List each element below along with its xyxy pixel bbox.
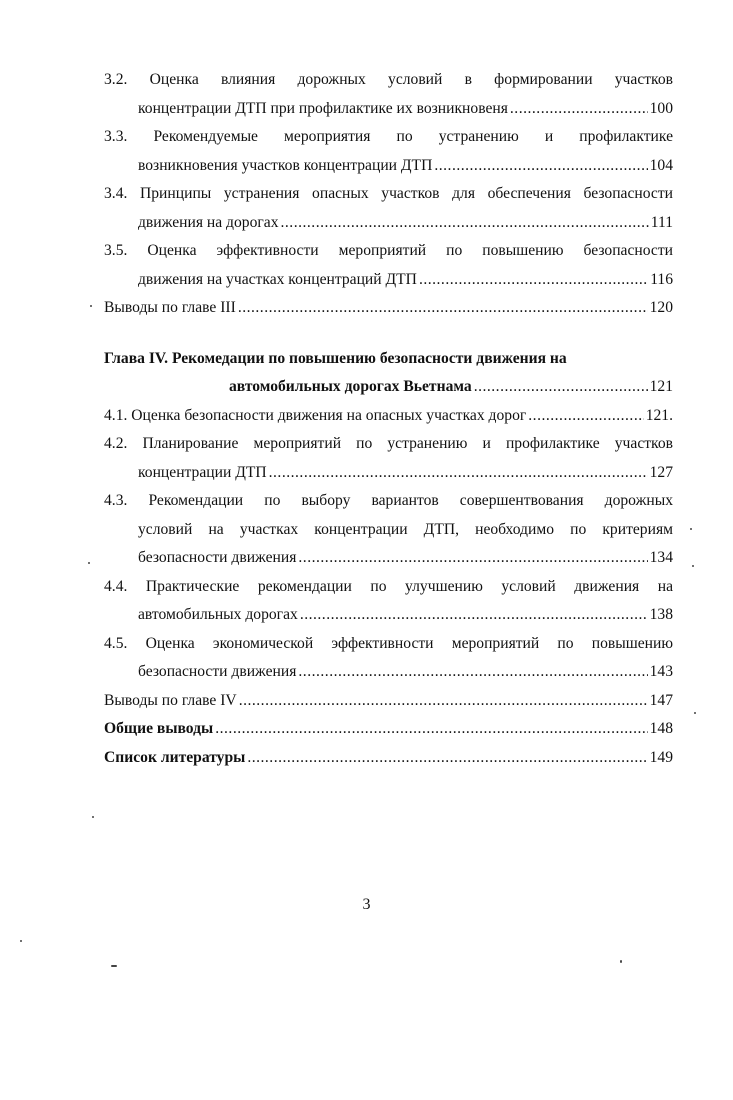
toc-entry-general-conclusions [104, 715, 673, 744]
toc-page-number: 138 [649, 606, 673, 623]
toc-page-number: 116 [650, 270, 673, 288]
toc-entry-4-5 [104, 630, 673, 687]
toc-entry-text: Список литературы [104, 748, 246, 766]
toc-entry-text: автомобильных дорогах [138, 606, 298, 623]
scan-speck [692, 565, 694, 567]
toc-page-number: 127 [649, 463, 673, 481]
scan-speck [111, 965, 117, 967]
toc-entry-text: безопасности движения [138, 549, 297, 566]
dot-leader [434, 152, 647, 181]
dot-leader [238, 294, 648, 323]
toc-entry-text: безопасности движения [138, 663, 297, 680]
dot-leader [247, 744, 647, 773]
toc-entry-text: Выводы по главе IV [104, 691, 237, 709]
scan-speck [92, 816, 94, 818]
toc-entry-text: концентрации ДТП [138, 463, 267, 481]
toc-chapter-4-heading [104, 345, 673, 402]
toc-entry-text: 4.3. Рекомендации по выбору вариантов совершентвования дорожных [104, 492, 673, 509]
toc-entry-text: движения на дорогах [138, 213, 279, 231]
toc-entry-text: 4.5. Оценка экономической эффективности мероприятий по повышению [104, 634, 673, 652]
scan-speck [694, 712, 696, 714]
table-of-contents [104, 66, 673, 772]
toc-entry-text: 3.3. Рекомендуемые мероприятия по устранению и профилактике [104, 128, 673, 145]
toc-entry-references [104, 744, 673, 773]
toc-entry-text: 4.2. Планирование мероприятий по устранению и профилактике участков [104, 435, 673, 452]
toc-entry-3-5 [104, 237, 673, 294]
scan-speck [88, 562, 90, 564]
toc-page-number: 111 [650, 213, 673, 231]
scan-speck [20, 940, 22, 942]
toc-page-number: 134 [649, 549, 673, 566]
toc-entry-4-2 [104, 430, 673, 487]
toc-entry-text: Выводы по главе III [104, 299, 236, 316]
dot-leader [419, 266, 648, 295]
toc-entry-3-4 [104, 180, 673, 237]
dot-leader [298, 544, 647, 573]
toc-entry-text: условий на участках концентрации ДТП, необходимо по критериям [138, 520, 673, 538]
toc-page-number: 121. [645, 406, 673, 424]
toc-entry-text: движения на участках концентраций ДТП [138, 270, 417, 288]
page-number: 3 [362, 896, 371, 913]
toc-page-number: 149 [649, 748, 673, 766]
toc-entry-text: концентрации ДТП при профилактике их возникновеня [138, 99, 508, 117]
toc-page-number: 148 [649, 720, 673, 737]
dot-leader [239, 687, 648, 716]
toc-page-number: 147 [649, 691, 673, 709]
toc-page-number: 143 [649, 663, 673, 680]
toc-entry-text: 3.4. Принципы устранения опасных участков для обеспечения безопасности [104, 185, 673, 202]
toc-entry-text: 4.4. Практические рекомендации по улучшению условий движения на [104, 577, 673, 595]
toc-entry-text: 3.5. Оценка эффективности мероприятий по повышению безопасности [104, 242, 673, 259]
toc-page-number: 120 [649, 299, 673, 316]
dot-leader [281, 209, 649, 238]
toc-page-number: 121 [649, 378, 673, 395]
dot-leader [300, 601, 648, 630]
toc-entry-4-4 [104, 573, 673, 630]
toc-entry-text: возникновения участков концентрации ДТП [138, 156, 433, 174]
chapter-title: автомобильных дорогах Вьетнама [229, 378, 472, 395]
toc-page-number: 100 [649, 99, 673, 117]
toc-entry-4-3 [104, 487, 673, 573]
toc-entry-4-1 [104, 402, 673, 431]
chapter-title: Глава IV. Рекомедации по повышению безопасности движения на [104, 349, 567, 367]
dot-leader [215, 715, 647, 744]
toc-entry-3-2 [104, 66, 673, 123]
dot-leader [298, 658, 647, 687]
dot-leader [269, 459, 648, 488]
scan-speck [90, 305, 92, 307]
toc-page-number: 104 [649, 156, 673, 174]
dot-leader [474, 373, 648, 402]
dot-leader [510, 95, 648, 124]
toc-entry-3-3 [104, 123, 673, 180]
toc-entry-conclusions-4 [104, 687, 673, 716]
toc-entry-text: 4.1. Оценка безопасности движения на опасных участках дорог [104, 406, 527, 424]
scan-speck [690, 528, 692, 530]
toc-entry-text: Общие выводы [104, 720, 214, 737]
scan-speck [620, 960, 622, 963]
toc-entry-conclusions-3 [104, 294, 673, 323]
toc-entry-text: 3.2. Оценка влияния дорожных условий в формировании участков [104, 71, 673, 88]
dot-leader [528, 402, 643, 431]
